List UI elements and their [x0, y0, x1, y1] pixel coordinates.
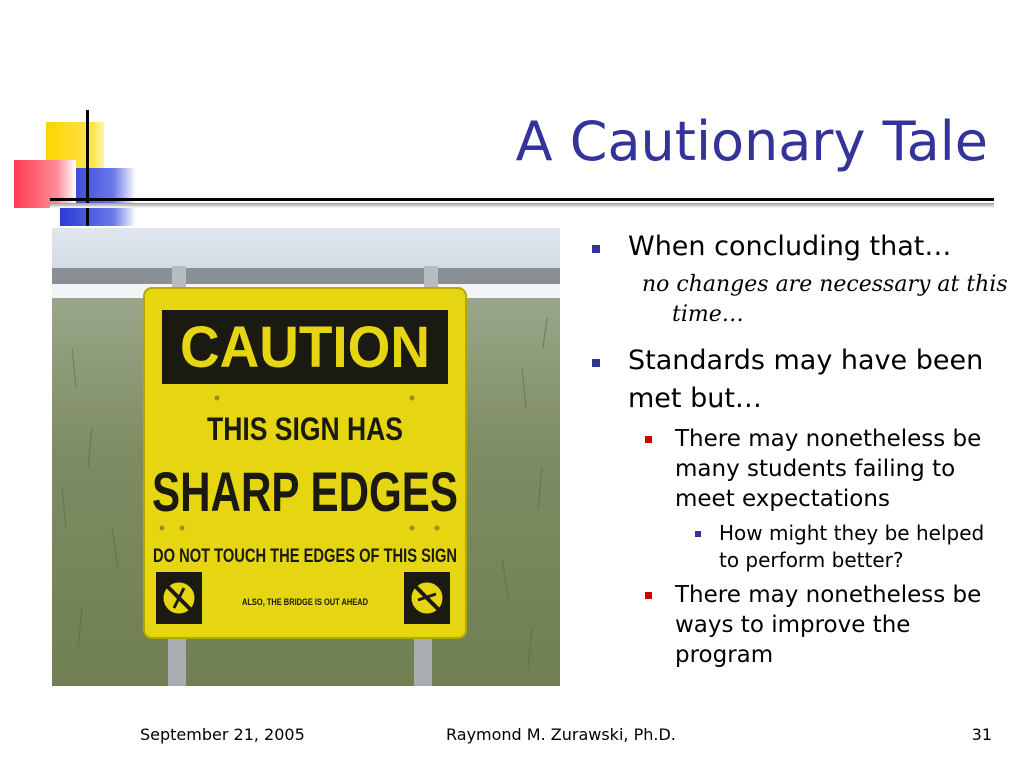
- bullet-level1: When concluding that…: [590, 228, 1010, 266]
- square-bullet-icon: [592, 359, 600, 367]
- square-bullet-icon: [695, 531, 701, 537]
- sign-heading: CAUTION: [180, 315, 430, 380]
- bullet-level3: How might they be helped to perform better?: [590, 520, 1010, 574]
- title-rule-shadow: [50, 203, 994, 208]
- bullet-list: [590, 228, 1010, 670]
- sign-line-3: DO NOT TOUCH THE EDGES OF THIS SIGN: [153, 546, 457, 567]
- bullet-level1: Standards may have been met but…: [590, 342, 1010, 418]
- bullet-level2: There may nonetheless be ways to improve the program: [590, 580, 1010, 670]
- footer-author: Raymond M. Zurawski, Ph.D.: [446, 725, 676, 744]
- sign-line-2: SHARP EDGES: [152, 460, 458, 523]
- vertical-line: [86, 110, 89, 226]
- square-bullet-icon: [645, 436, 652, 443]
- caution-sign-photo: [52, 228, 560, 686]
- slide-title: A Cautionary Tale: [515, 110, 988, 173]
- square-bullet-icon: [645, 592, 652, 599]
- bullet-note: no changes are necessary at this time…: [642, 272, 1008, 327]
- no-touch-pictogram-right: [404, 572, 450, 624]
- footer-date: September 21, 2005: [140, 725, 305, 744]
- bullet-level2: There may nonetheless be many students failing to meet expectations: [590, 424, 1010, 514]
- page-number: 31: [971, 725, 992, 744]
- title-rule: [50, 198, 994, 201]
- corner-decoration: [0, 100, 160, 230]
- sign-line-4: ALSO, THE BRIDGE IS OUT AHEAD: [242, 597, 369, 607]
- sign-line-1: THIS SIGN HAS: [207, 411, 403, 447]
- no-touch-pictogram-left: [156, 572, 202, 624]
- square-bullet-icon: [592, 245, 600, 253]
